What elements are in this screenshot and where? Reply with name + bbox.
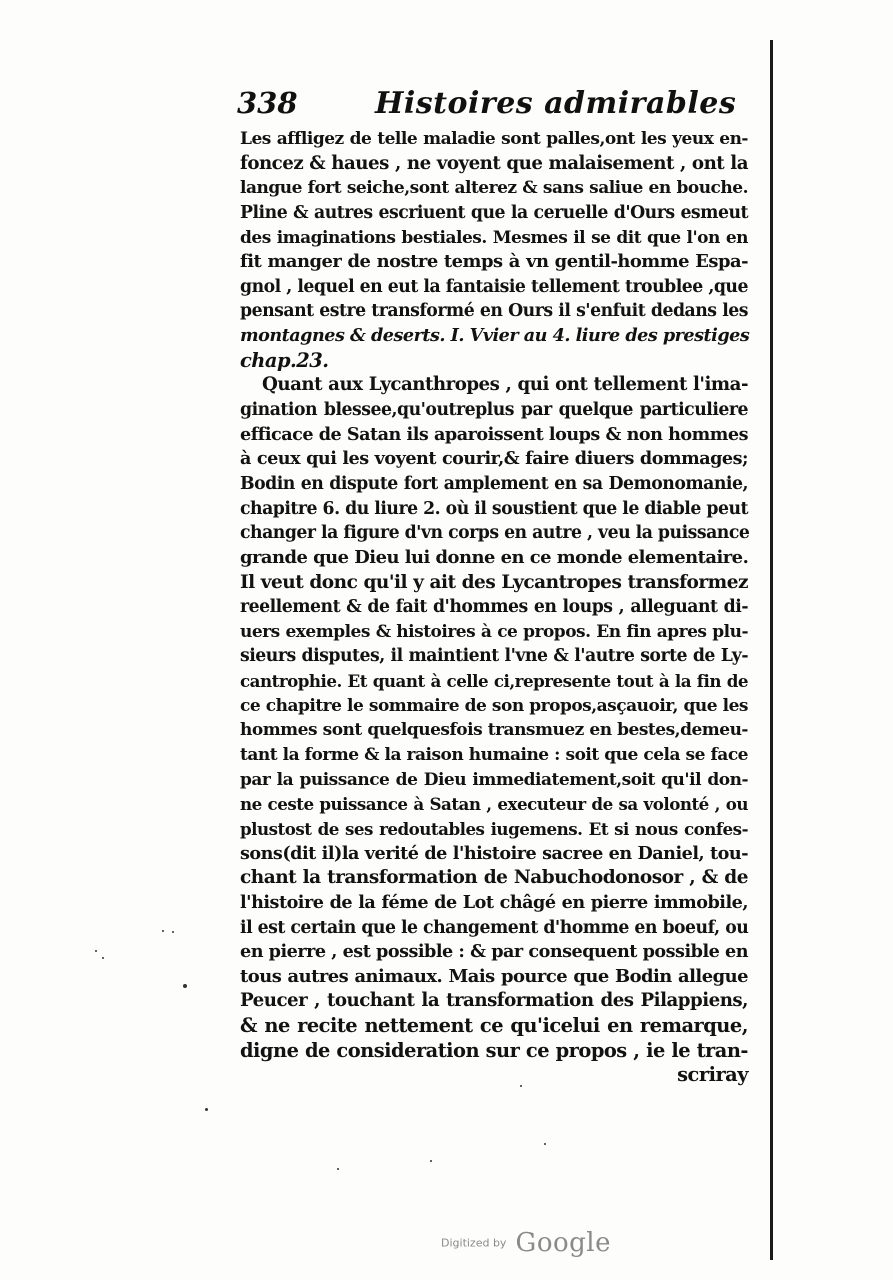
text-line: foncez & haues , ne voyent que malaisement , ont la [240,152,748,174]
text-line: Les affligez de telle maladie sont palles,ont les yeux en- [240,129,748,149]
text-line: Il veut donc qu'il y ait des Lycantropes transformez [240,571,748,593]
text-line: fit manger de nostre temps à vn gentil-homme Espa- [240,251,748,273]
text-line: chant la transformation de Nabuchodonosor , & de [240,867,748,889]
text-line: à ceux qui les voyent courir,& faire diuers dommages; [240,448,748,470]
catchword: scriray [677,1063,748,1087]
text-line: tous autres animaux. Mais pource que Bodin allegue [240,965,748,987]
text-line: hommes sont quelquesfois transmuez en bestes,demeu- [240,720,748,741]
text-line: efficace de Satan ils aparoissent loups & non hommes [240,423,748,445]
text-line: uers exemples & histoires à ce propos. En fin apres plu- [240,621,748,642]
page-number: 338 [237,86,298,120]
text-line: il est certain que le changement d'homme en boeuf, ou [240,917,749,938]
text-line: langue fort seiche,sont alterez & sans saliue en bouche. [240,178,748,199]
text-line: & ne recite nettement ce qu'icelui en remarque, [240,1014,748,1038]
text-line: plustost de ses redoutables iugemens. Et si nous confes- [240,818,748,839]
text-line: cantrophie. Et quant à celle ci,represente tout à la fin de [240,671,748,692]
text-line: gination blessee,qu'outreplus par quelque particuliere [240,400,748,421]
text-line: reellement & de fait d'hommes en loups , alleguant di- [240,597,748,618]
scan-speck [544,1143,546,1145]
text-line: grande que Dieu lui donne en ce monde elementaire. [240,546,749,568]
scan-speck [430,1160,432,1162]
text-line: pensant estre transformé en Ours il s'enfuit dedans les [240,301,748,322]
scan-speck [183,984,187,988]
scan-speck [520,1085,522,1087]
scan-speck [172,931,174,933]
text-line: en pierre , est possible : & par consequent possible en [240,941,748,963]
text-line: chapitre 6. du liure 2. où il soustient que le diable peut [240,498,748,519]
page-header [237,86,757,126]
scan-speck [162,930,164,932]
scan-speck [337,1168,339,1170]
text-line: sieurs disputes, il maintient l'vne & l'autre sorte de Ly- [240,646,748,667]
text-line: Pline & autres escriuent que la ceruelle d'Ours esmeut [240,202,748,223]
scan-speck [205,1108,208,1111]
scan-speck [102,957,104,959]
text-line: des imaginations bestiales. Mesmes il se dit que l'on en [240,227,748,248]
digitized-by-label: Digitized by [441,1236,507,1250]
scan-speck [95,950,97,952]
text-line: chap.23. [240,348,329,372]
text-line: par la puissance de Dieu immediatement,soit qu'il don- [240,769,748,790]
running-title: Histoires admirables [375,86,737,121]
text-line: Peucer , touchant la transformation des Pilappiens, [240,990,748,1012]
google-logo: Google [515,1228,611,1258]
text-line: montagnes & deserts. I. Vvier au 4. liure des prestiges [240,325,750,347]
text-line: gnol , lequel en eut la fantaisie tellement troublee ,que [240,276,748,297]
text-line: ce chapitre le sommaire de son propos,asçauoir, que les [240,695,748,716]
text-line: Quant aux Lycanthropes , qui ont tellement l'ima- [262,374,748,396]
text-line: tant la forme & la raison humaine : soit que cela se face [240,745,748,766]
text-line: sons(dit il)la verité de l'histoire sacree en Daniel, tou- [240,842,748,864]
text-line: digne de consideration sur ce propos , ie le tran- [240,1038,748,1062]
digitized-by-watermark [441,1228,611,1258]
text-line: ne ceste puissance à Satan , executeur de sa volonté , ou [240,794,748,815]
text-line: l'histoire de la féme de Lot châgé en pierre immobile, [240,891,748,913]
text-line: changer la figure d'vn corps en autre , veu la puissance [240,523,750,544]
page-binding-edge [770,40,773,1260]
text-line: Bodin en dispute fort amplement en sa Demonomanie, [240,473,748,494]
body-text [240,127,748,1088]
